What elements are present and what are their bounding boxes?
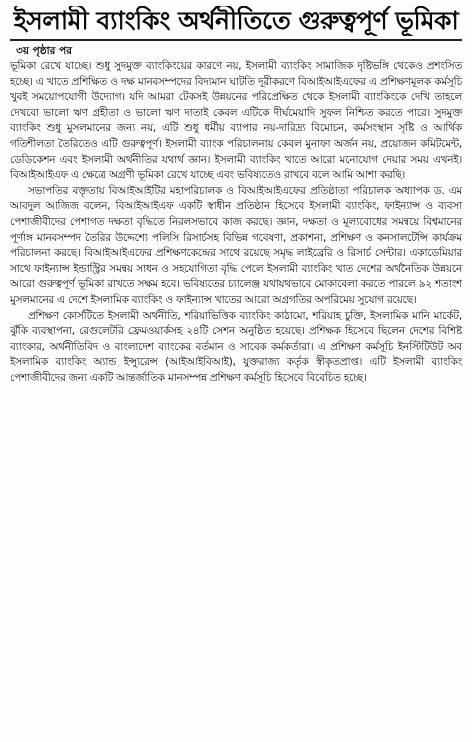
headline-divider [10, 39, 462, 41]
article-paragraph: সভাপতির বক্তৃতায় বিআইআইটির মহাপরিচালক ও বিআইআইএফের প্রতিষ্ঠাতা পরিচালক অধ্যাপক ড. এম আবদুল আজিজ বলেন, বিআইআইএফ একটি স্বাধীন প্রতিষ্ঠান হিসেবে ইসলামী ব্যাংকিং, ফাইন্যান্স ও ব্যবসা পেশাজীবীদের পেশাগত দক্ষতা বৃদ্ধিতে নিরলসভাবে কাজ করছে। জ্ঞান, দক্ষতা ও মূল্যবোধের সমন্বয়ে বিশ্বমানের পূর্ণাঙ্গ মানবসম্পদ তৈরির উদ্দেশ্যে পলিসি রিসার্চসহ বিভিন্ন গবেষণা, প্রকাশনা, প্রশিক্ষণ ও কনসালটেন্সি কার্যক্রম পরিচালনা করছে। বিআইআইএফের প্রশিক্ষণকেন্দ্রের সাথে রয়েছে সমৃদ্ধ লাইব্রেরি ও রিসার্চ সেন্টার। একাডেমিয়ার সাথে ফাইন্যান্স ইন্ডাস্ট্রির সমন্বয় সাধন ও সহযোগিতা বৃদ্ধি পেলে ইসলামী ব্যাংকিং খাত দেশের অর্থনৈতিক উন্নয়নে আরো গুরুত্বপূর্ণ ভূমিকা রাখতে সক্ষম হবে। ভবিষ্যতের চ্যালেঞ্জ যথাযথভাবে মোকাবেলা করতে পারলে ৯২ শতাংশ মুসলমানের এ দেশে ইসলামিক ব্যাংকিং ও ফাইন্যান্স খাতের আরো অগ্রগতির অপরিমেয় সুযোগ রয়েছে। [10, 184, 462, 306]
continuation-label: ৩য় পৃষ্ঠার পর [16, 45, 73, 57]
article-paragraph: ভূমিকা রেখে যাচ্ছে। শুধু সুদমুক্ত ব্যাংকিংয়ের কারণে নয়, ইসলামী ব্যাংকিং সামাজিক দৃষ্টিভঙ্গি থেকেও প্রশংসিত হচ্ছে। এ খাতে প্রশিক্ষিত ও দক্ষ মানবসম্পদের বিদ্যমান ঘাটতি দূরীকরণে বিআইআইএফের এ প্রশিক্ষণমূলক কর্মসূচি খুবই সময়োপযোগী উদ্যোগ। যদি আমরা টেকসই উন্নয়নের পরিপ্রেক্ষিত থেকে ইসলামী ব্যাংকিংকে দেখি তাহলে দেখবো ভালো ঋণ গ্রহীতা ও ভালো ঋণ দাতাই কেবল এটিকে দীর্ঘমেয়াদি সুফল নিশ্চিত করতে পারে। সুদমুক্ত ব্যাংকিং শুধু মুসলমানের জন্য নয়, এটি শুধু ধর্মীয় ব্যাপার নয়-দারিদ্র্য বিমোচন, কর্মসংস্থান সৃষ্টি ও আর্থিক গতিশীলতা তৈরিতেও এটি গুরুত্বপূর্ণ। ইসলামী ব্যাংক পরিচালনায় কেবল মুনাফা অর্জন নয়, প্রয়োজন কমিটমেন্ট, ডেডিকেশন এবং ইসলামী অর্থনীতির যথার্থ জ্ঞান। ইসলামী ব্যাংকিং খাতে আরো মনোযোগ দেয়ার সময় এখনই। বিআইআইএফ এ ক্ষেত্রে অগ্রণী ভূমিকা রেখে যাচ্ছে এবং ভবিষ্যতেও রাখবে বলে আমি আশা করছি। [10, 60, 462, 182]
article-paragraph: প্রশিক্ষণ কোর্সটিতে ইসলামী অর্থনীতি, শরিয়াভিত্তিক ব্যাংকিং কাঠামো, শরিয়াহ চুক্তি, ইসলামিক মানি মার্কেট, ঝুঁকি ব্যবস্থাপনা, রেগুলেটরি ফ্রেমওয়ার্কসহ ২৪টি সেশন অনুষ্ঠিত হয়েছে। প্রশিক্ষক হিসেবে ছিলেন দেশের বিশিষ্ট ব্যাংকার, অর্থনীতিবিদ ও বাংলাদেশ ব্যাংকের বর্তমান ও সাবেক কর্মকর্তারা। এ প্রশিক্ষণ কর্মসূচি ইনস্টিটিউট অব ইসলামিক ব্যাংকিং অ্যান্ড ইন্স্যুরেন্স (আইআইবিআই), যুক্তরাজ্য কর্তৃক স্বীকৃতপ্রাপ্ত। এটি ইসলামী ব্যাংকিং পেশাজীবীদের জন্য একটি আন্তর্জাতিক মানসম্পন্ন প্রশিক্ষণ কর্মসূচি হিসেবে বিবেচিত হচ্ছে। [10, 309, 462, 384]
headline: ইসলামী ব্যাংকিং অর্থনীতিতে গুরুত্বপূর্ণ ভূমিকা [13, 6, 459, 35]
article-body [10, 59, 462, 386]
